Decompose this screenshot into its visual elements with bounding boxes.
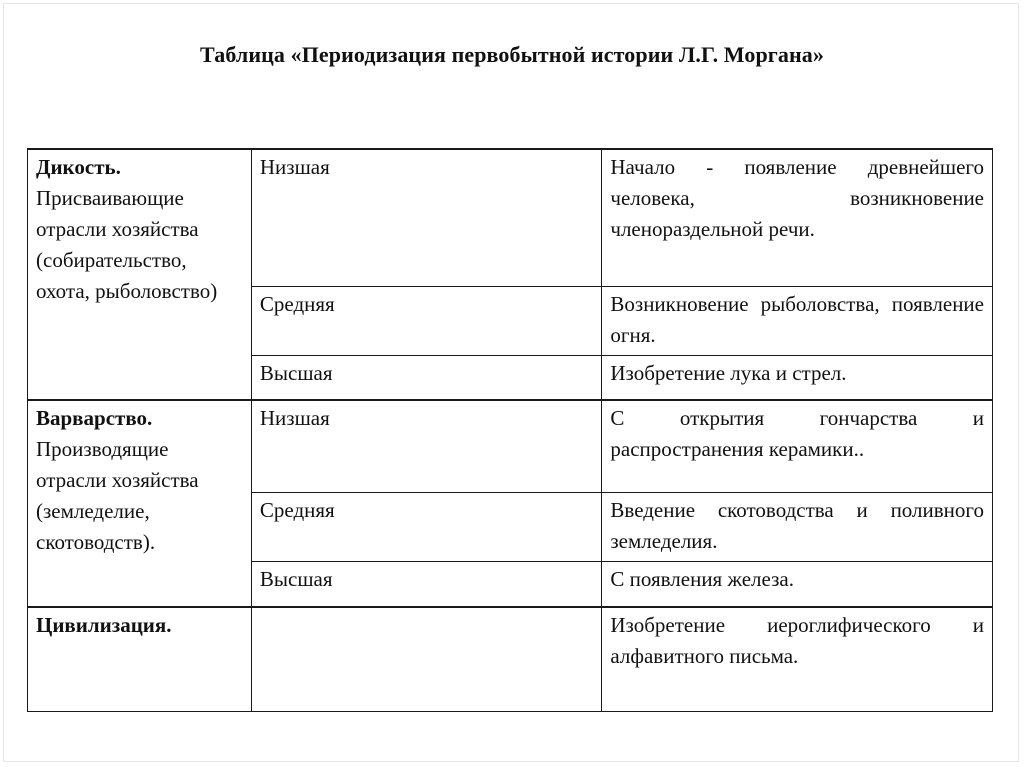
era-cell-barbarism bbox=[28, 400, 252, 607]
era-name: Дикость. bbox=[36, 155, 121, 179]
stage-description: С открытия гончарства и распространения керамики.. bbox=[610, 406, 984, 461]
era-name: Варварство. bbox=[36, 406, 153, 430]
stage-cell bbox=[251, 561, 602, 607]
era-description: Производящие отрасли хозяйства (земледелие, скотоводств). bbox=[36, 437, 199, 554]
stage-label: Средняя bbox=[259, 291, 335, 316]
era-cell-savagery bbox=[28, 149, 252, 400]
stage-cell bbox=[251, 355, 602, 400]
stage-description: Изобретение иероглифического и алфавитного письма. bbox=[610, 613, 984, 668]
era-description: Присваивающие отрасли хозяйства (собирательство, охота, рыболовство) bbox=[36, 186, 218, 303]
morgan-periodization-table bbox=[27, 148, 993, 712]
stage-cell bbox=[251, 286, 602, 355]
stage-description: Введение скотоводства и поливного земледелия. bbox=[610, 497, 984, 553]
stage-description-cell bbox=[602, 607, 993, 711]
stage-description-cell bbox=[602, 400, 993, 492]
stage-description: С появления железа. bbox=[610, 566, 794, 591]
stage-label: Низшая bbox=[259, 155, 330, 179]
stage-description-cell bbox=[602, 492, 993, 561]
stage-label: Средняя bbox=[259, 497, 335, 522]
table-row bbox=[28, 149, 993, 286]
stage-cell bbox=[251, 607, 602, 711]
stage-description-cell bbox=[602, 561, 993, 607]
stage-cell bbox=[251, 492, 602, 561]
table-row bbox=[28, 607, 993, 711]
stage-cell bbox=[251, 400, 602, 492]
stage-description-cell bbox=[602, 149, 993, 286]
table-row bbox=[28, 400, 993, 492]
stage-description: Начало - появление древнейшего человека, возникновение членораздельной речи. bbox=[610, 155, 984, 241]
stage-cell bbox=[251, 149, 602, 286]
stage-description-cell bbox=[602, 286, 993, 355]
era-name: Цивилизация. bbox=[36, 613, 172, 637]
stage-description: Изобретение лука и стрел. bbox=[610, 360, 847, 385]
stage-description: Возникновение рыболовства, появление огня. bbox=[610, 291, 984, 347]
stage-label: Высшая bbox=[259, 566, 333, 591]
stage-label: Низшая bbox=[259, 406, 330, 430]
stage-label: Высшая bbox=[259, 360, 333, 385]
stage-description-cell bbox=[602, 355, 993, 400]
era-cell-civilization bbox=[28, 607, 252, 711]
page-title: Таблица «Периодизация первобытной истории Л.Г. Моргана» bbox=[200, 42, 824, 67]
